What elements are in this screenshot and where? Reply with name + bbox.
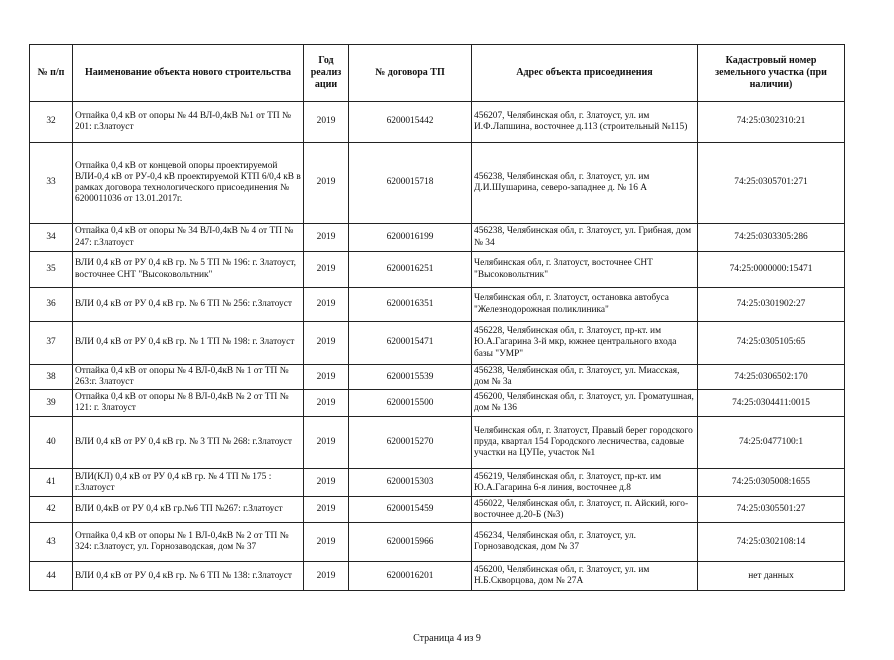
page-number: Страница 4 из 9: [413, 633, 481, 644]
cell-year: 2019: [304, 322, 349, 365]
cell-year: 2019: [304, 523, 349, 562]
table-row: [30, 497, 845, 523]
cell-year: 2019: [304, 252, 349, 288]
cell-name: Отпайка 0,4 кВ от опоры № 8 ВЛ-0,4кВ № 2 от ТП № 121: г. Златоуст: [73, 390, 304, 417]
table-row: [30, 523, 845, 562]
cell-address: 456219, Челябинская обл, г. Златоуст, пр-кт. им Ю.А.Гагарина 6-я линия, восточнее д.8: [472, 469, 698, 497]
cell-name: Отпайка 0,4 кВ от концевой опоры проектируемой ВЛИ-0,4 кВ от РУ-0,4 кВ проектируемой КТП 6/0,4 кВ в рамках договора технологического присоединения № 6200011036 от 13.01.2017г.: [73, 143, 304, 224]
cell-year: 2019: [304, 288, 349, 322]
table-row: [30, 288, 845, 322]
header-cadastral: Кадастровый номер земельного участка (при наличии): [698, 45, 845, 102]
cell-name: ВЛИ 0,4 кВ от РУ 0,4 кВ гр. № 5 ТП № 196: г. Златоуст, восточнее СНТ "Высоковольтник": [73, 252, 304, 288]
cell-cadastral: 74:25:0304411:0015: [698, 390, 845, 417]
cell-num: 35: [30, 252, 73, 288]
cell-address: 456234, Челябинская обл, г. Златоуст, ул. Горнозаводская, дом № 37: [472, 523, 698, 562]
cell-name: Отпайка 0,4 кВ от опоры № 1 ВЛ-0,4кВ № 2 от ТП № 324: г.Златоуст, ул. Горнозаводская, дом № 37: [73, 523, 304, 562]
header-num: № п/п: [30, 45, 73, 102]
cell-address: 456238, Челябинская обл, г. Златоуст, ул. Грибная, дом № 34: [472, 224, 698, 252]
cell-num: 44: [30, 562, 73, 591]
cell-num: 34: [30, 224, 73, 252]
cell-cadastral: нет данных: [698, 562, 845, 591]
cell-year: 2019: [304, 497, 349, 523]
cell-num: 38: [30, 365, 73, 390]
cell-cadastral: 74:25:0301902:27: [698, 288, 845, 322]
table-row: [30, 102, 845, 143]
cell-num: 43: [30, 523, 73, 562]
table-row: [30, 390, 845, 417]
cell-num: 32: [30, 102, 73, 143]
cell-name: ВЛИ(КЛ) 0,4 кВ от РУ 0,4 кВ гр. № 4 ТП № 175 : г.Златоуст: [73, 469, 304, 497]
cell-num: 40: [30, 417, 73, 469]
table-row: [30, 224, 845, 252]
cell-contract: 6200016201: [349, 562, 472, 591]
cell-contract: 6200015442: [349, 102, 472, 143]
table-row: [30, 252, 845, 288]
cell-address: Челябинская обл, г. Златоуст, остановка автобуса "Железнодорожная поликлиника": [472, 288, 698, 322]
cell-contract: 6200015471: [349, 322, 472, 365]
table-row: [30, 365, 845, 390]
cell-year: 2019: [304, 562, 349, 591]
cell-num: 37: [30, 322, 73, 365]
cell-contract: 6200015303: [349, 469, 472, 497]
cell-name: ВЛИ 0,4 кВ от РУ 0,4 кВ гр. № 6 ТП № 138: г.Златоуст: [73, 562, 304, 591]
cell-num: 36: [30, 288, 73, 322]
table-row: [30, 322, 845, 365]
cell-cadastral: 74:25:0305105:65: [698, 322, 845, 365]
header-contract: № договора ТП: [349, 45, 472, 102]
cell-contract: 6200015718: [349, 143, 472, 224]
cell-cadastral: 74:25:0305501:27: [698, 497, 845, 523]
cell-num: 42: [30, 497, 73, 523]
cell-contract: 6200015539: [349, 365, 472, 390]
cell-cadastral: 74:25:0305701:271: [698, 143, 845, 224]
cell-address: 456200, Челябинская обл, г. Златоуст, ул. Громатушная, дом № 136: [472, 390, 698, 417]
cell-name: ВЛИ 0,4 кВ от РУ 0,4 кВ гр. № 3 ТП № 268: г.Златоуст: [73, 417, 304, 469]
cell-address: 456238, Челябинская обл, г. Златоуст, ул. Миасская, дом № 3а: [472, 365, 698, 390]
cell-address: 456200, Челябинская обл, г. Златоуст, ул. им Н.Б.Скворцова, дом № 27А: [472, 562, 698, 591]
header-address: Адрес объекта присоединения: [472, 45, 698, 102]
header-name: Наименование объекта нового строительства: [73, 45, 304, 102]
cell-name: Отпайка 0,4 кВ от опоры № 4 ВЛ-0,4кВ № 1 от ТП № 263:г. Златоуст: [73, 365, 304, 390]
cell-contract: 6200015270: [349, 417, 472, 469]
cell-address: 456207, Челябинская обл, г. Златоуст, ул. им И.Ф.Лапшина, восточнее д.113 (строительный №115): [472, 102, 698, 143]
cell-year: 2019: [304, 469, 349, 497]
cell-year: 2019: [304, 365, 349, 390]
cell-address: 456022, Челябинская обл, г. Златоуст, п. Айский, юго-восточнее д.20-Б (№3): [472, 497, 698, 523]
cell-address: 456228, Челябинская обл, г. Златоуст, пр-кт. им Ю.А.Гагарина 3-й мкр, южнее центрального входа базы "УМР": [472, 322, 698, 365]
cell-year: 2019: [304, 102, 349, 143]
cell-contract: 6200016199: [349, 224, 472, 252]
cell-cadastral: 74:25:0302108:14: [698, 523, 845, 562]
cell-contract: 6200015500: [349, 390, 472, 417]
header-year: Год реализ ации: [304, 45, 349, 102]
cell-year: 2019: [304, 143, 349, 224]
cell-cadastral: 74:25:0302310:21: [698, 102, 845, 143]
cell-cadastral: 74:25:0303305:286: [698, 224, 845, 252]
table-row: [30, 469, 845, 497]
table-row: [30, 143, 845, 224]
table-row: [30, 562, 845, 591]
cell-contract: 6200016251: [349, 252, 472, 288]
cell-year: 2019: [304, 390, 349, 417]
cell-year: 2019: [304, 224, 349, 252]
cell-name: ВЛИ 0,4 кВ от РУ 0,4 кВ гр. № 1 ТП № 198: г. Златоуст: [73, 322, 304, 365]
cell-contract: 6200015966: [349, 523, 472, 562]
cell-name: ВЛИ 0,4 кВ от РУ 0,4 кВ гр. № 6 ТП № 256: г.Златоуст: [73, 288, 304, 322]
table-header-row: [30, 45, 845, 102]
table-row: [30, 417, 845, 469]
cell-cadastral: 74:25:0305008:1655: [698, 469, 845, 497]
cell-cadastral: 74:25:0000000:15471: [698, 252, 845, 288]
cell-name: Отпайка 0,4 кВ от опоры № 44 ВЛ-0,4кВ №1 от ТП № 201: г.Златоуст: [73, 102, 304, 143]
cell-name: ВЛИ 0,4кВ от РУ 0,4 кВ гр.№6 ТП №267: г.Златоуст: [73, 497, 304, 523]
cell-num: 41: [30, 469, 73, 497]
cell-address: Челябинская обл, г. Златоуст, восточнее СНТ "Высоковольтник": [472, 252, 698, 288]
cell-contract: 6200016351: [349, 288, 472, 322]
cell-cadastral: 74:25:0477100:1: [698, 417, 845, 469]
cell-num: 39: [30, 390, 73, 417]
register-table: [29, 44, 845, 591]
cell-cadastral: 74:25:0306502:170: [698, 365, 845, 390]
cell-num: 33: [30, 143, 73, 224]
cell-name: Отпайка 0,4 кВ от опоры № 34 ВЛ-0,4кВ № 4 от ТП № 247: г.Златоуст: [73, 224, 304, 252]
cell-address: Челябинская обл, г. Златоуст, Правый берег городского пруда, квартал 154 Городского лесничества, садовые участки на ЦУПе, участок №1: [472, 417, 698, 469]
cell-contract: 6200015459: [349, 497, 472, 523]
cell-year: 2019: [304, 417, 349, 469]
cell-address: 456238, Челябинская обл, г. Златоуст, ул. им Д.И.Шушарина, северо-западнее д. № 16 А: [472, 143, 698, 224]
